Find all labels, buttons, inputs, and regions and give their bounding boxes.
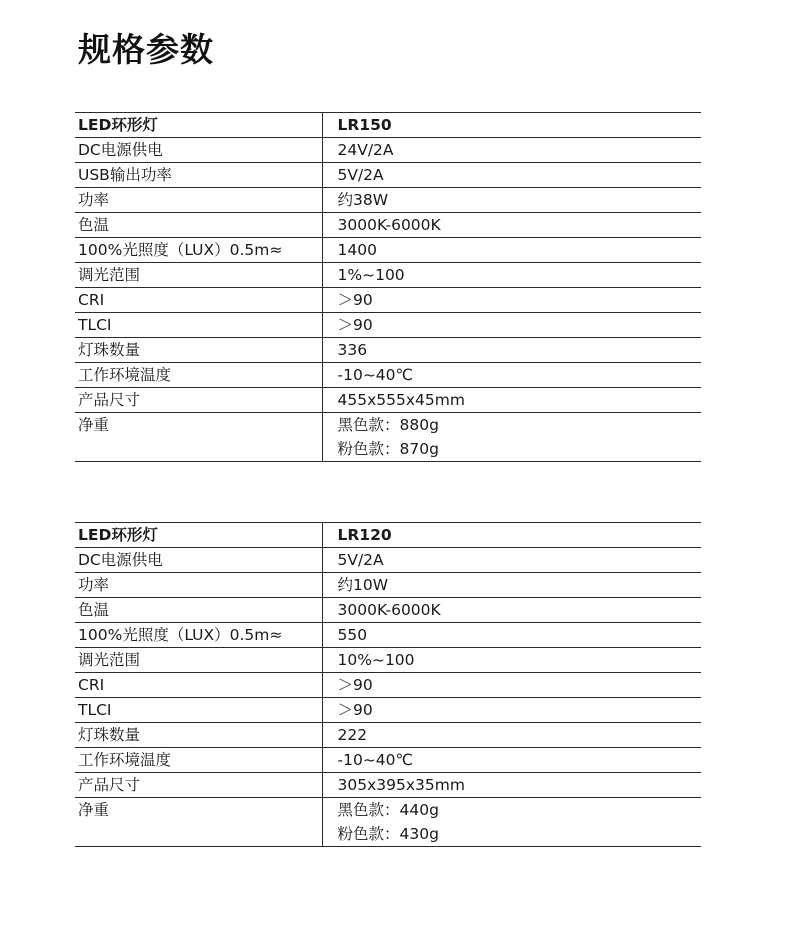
row-label: TLCI xyxy=(75,313,322,338)
table-row xyxy=(75,623,701,648)
weight-row xyxy=(75,798,701,847)
table-row xyxy=(75,363,701,388)
row-value: 3000K-6000K xyxy=(322,598,701,623)
table-row xyxy=(75,213,701,238)
row-value: 24V/2A xyxy=(322,138,701,163)
weight-black: 黑色款：880g xyxy=(337,416,439,434)
table-row xyxy=(75,773,701,798)
row-value: 222 xyxy=(322,723,701,748)
row-label: 工作环境温度 xyxy=(75,363,322,388)
row-label: TLCI xyxy=(75,698,322,723)
row-value: 1%~100 xyxy=(322,263,701,288)
row-label: 功率 xyxy=(75,573,322,598)
row-value: 305x395x35mm xyxy=(322,773,701,798)
spec-table-lr120 xyxy=(75,522,701,847)
table-row xyxy=(75,573,701,598)
row-label: 灯珠数量 xyxy=(75,338,322,363)
row-value: 336 xyxy=(322,338,701,363)
row-value: 455x555x45mm xyxy=(322,388,701,413)
row-label: 100%光照度（LUX）0.5m≈ xyxy=(75,623,322,648)
table-row xyxy=(75,388,701,413)
table-row xyxy=(75,673,701,698)
weight-pink: 粉色款：430g xyxy=(337,825,439,843)
weight-row xyxy=(75,413,701,462)
table-row xyxy=(75,263,701,288)
row-value: 10%~100 xyxy=(322,648,701,673)
row-label: USB输出功率 xyxy=(75,163,322,188)
header-label: LED环形灯 xyxy=(75,523,322,548)
row-label: 灯珠数量 xyxy=(75,723,322,748)
row-value: 1400 xyxy=(322,238,701,263)
row-label: 产品尺寸 xyxy=(75,773,322,798)
table-row xyxy=(75,313,701,338)
table-row xyxy=(75,188,701,213)
row-value: ＞90 xyxy=(322,698,701,723)
row-label: 100%光照度（LUX）0.5m≈ xyxy=(75,238,322,263)
row-value: ＞90 xyxy=(322,313,701,338)
row-value: 5V/2A xyxy=(322,548,701,573)
header-label: LED环形灯 xyxy=(75,113,322,138)
table-row xyxy=(75,163,701,188)
row-label: DC电源供电 xyxy=(75,548,322,573)
table-row xyxy=(75,338,701,363)
table-row xyxy=(75,238,701,263)
weight-label: 净重 xyxy=(75,413,322,462)
row-value: 5V/2A xyxy=(322,163,701,188)
row-value: ＞90 xyxy=(322,673,701,698)
row-label: CRI xyxy=(75,288,322,313)
table-header-row xyxy=(75,113,701,138)
row-label: DC电源供电 xyxy=(75,138,322,163)
table-row xyxy=(75,698,701,723)
weight-values xyxy=(322,413,701,462)
row-value: 约38W xyxy=(322,188,701,213)
row-value: 约10W xyxy=(322,573,701,598)
row-value: -10~40℃ xyxy=(322,748,701,773)
table-row xyxy=(75,723,701,748)
table-row xyxy=(75,288,701,313)
row-value: ＞90 xyxy=(322,288,701,313)
spec-table-lr150 xyxy=(75,112,701,462)
row-label: 色温 xyxy=(75,598,322,623)
weight-label: 净重 xyxy=(75,798,322,847)
row-value: 3000K-6000K xyxy=(322,213,701,238)
table-row xyxy=(75,598,701,623)
row-value: 550 xyxy=(322,623,701,648)
row-value: -10~40℃ xyxy=(322,363,701,388)
table-row xyxy=(75,548,701,573)
table-row xyxy=(75,138,701,163)
row-label: 色温 xyxy=(75,213,322,238)
header-model: LR120 xyxy=(322,523,701,548)
table-row xyxy=(75,648,701,673)
row-label: 产品尺寸 xyxy=(75,388,322,413)
row-label: 工作环境温度 xyxy=(75,748,322,773)
row-label: 调光范围 xyxy=(75,648,322,673)
page-title: 规格参数 xyxy=(78,30,214,69)
row-label: 功率 xyxy=(75,188,322,213)
weight-values xyxy=(322,798,701,847)
row-label: CRI xyxy=(75,673,322,698)
header-model: LR150 xyxy=(322,113,701,138)
table-header-row xyxy=(75,523,701,548)
table-row xyxy=(75,748,701,773)
weight-black: 黑色款：440g xyxy=(337,801,439,819)
row-label: 调光范围 xyxy=(75,263,322,288)
weight-pink: 粉色款：870g xyxy=(337,440,439,458)
